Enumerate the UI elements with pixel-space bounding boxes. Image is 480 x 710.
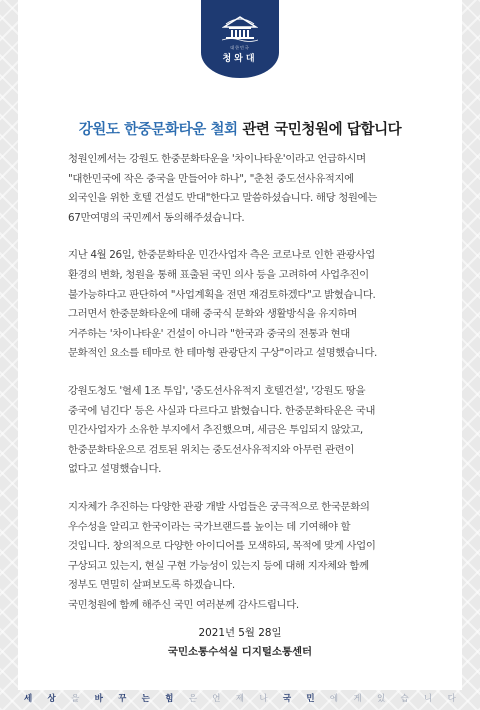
text-line: 거주하는 '차이나타운' 건설이 아니라 "한국과 중국의 전통과 현대 bbox=[68, 327, 350, 340]
cheong-wa-dae-emblem bbox=[201, 0, 279, 78]
paragraph-4 bbox=[68, 498, 418, 596]
slogan-character: 세 bbox=[24, 694, 33, 704]
emblem-caption: 대한민국 bbox=[230, 45, 250, 50]
slogan-character: 제 bbox=[235, 694, 244, 704]
title-highlight: 강원도 한중문화타운 철회 bbox=[78, 122, 238, 138]
text-line: 없다고 설명했습니다. bbox=[68, 463, 162, 476]
slogan-character: 게 bbox=[353, 694, 362, 704]
slogan-character: 다 bbox=[447, 694, 456, 704]
paragraph-3 bbox=[68, 382, 418, 480]
text-line: 그러면서 한중문화타운에 대해 중국식 문화와 생활방식을 유지하며 bbox=[68, 308, 357, 321]
text-line: 중국에 넘긴다' 등은 사실과 다르다고 밝혔습니다. 한중문화타운은 국내 bbox=[68, 404, 376, 417]
text-line: 국민청원에 함께 해주신 국민 여러분께 감사드립니다. bbox=[68, 598, 299, 611]
text-line: 환경의 변화, 청원을 통해 표출된 국민 의사 등을 고려하여 사업추진이 bbox=[68, 268, 369, 281]
paragraph-1 bbox=[68, 150, 418, 228]
slogan-character: 국 bbox=[282, 694, 292, 704]
text-line: 것입니다. 창의적으로 다양한 아이디어를 모색하되, 목적에 맞게 사업이 bbox=[68, 540, 376, 553]
text-line: 한중문화타운으로 검토된 위치는 중도선사유적지와 아무런 관련이 bbox=[68, 443, 355, 456]
title-rest: 관련 국민청원에 답합니다 bbox=[237, 122, 402, 138]
slogan-character: 나 bbox=[259, 694, 268, 704]
slogan-character: 는 bbox=[141, 694, 150, 704]
text-line: 문화적인 요소를 테마로 한 테마형 관광단지 구상"이라고 설명했습니다. bbox=[68, 347, 377, 360]
text-line: 정부도 면밀히 살펴보도록 하겠습니다. bbox=[68, 579, 235, 592]
slogan-character: 있 bbox=[376, 694, 386, 704]
text-line: 청원인께서는 강원도 한중문화타운을 '차이나타운'이라고 언급하시며 bbox=[68, 153, 366, 165]
text-line: 67만여명의 국민께서 동의해주셨습니다. bbox=[68, 211, 245, 224]
letter-signature: 국민소통수석실 디지털소통센터 bbox=[167, 646, 313, 658]
slogan-character: 상 bbox=[47, 694, 56, 704]
footer-slogan bbox=[24, 692, 456, 704]
slogan-character: 민 bbox=[306, 694, 315, 704]
letter-body bbox=[68, 150, 418, 633]
letter-date: 2021년 5월 28일 bbox=[198, 627, 282, 639]
slogan-character: 을 bbox=[71, 694, 80, 704]
slogan-character: 꾸 bbox=[118, 694, 127, 704]
blue-house-logo-icon bbox=[222, 13, 258, 43]
text-line: 지난 4월 26일, 한중문화타운 민간사업자 측은 코로나로 인한 관광사업 bbox=[68, 249, 375, 262]
text-line: 우수성을 알리고 한국이라는 국가브랜드를 높이는 데 기여해야 할 bbox=[68, 520, 351, 533]
paragraph-2 bbox=[68, 246, 418, 364]
emblem-name: 청와대 bbox=[222, 54, 258, 64]
text-line: "대한민국에 작은 중국을 만들어야 하나", "춘천 중도선사유적지에 bbox=[68, 172, 354, 185]
text-line: 지자체가 추진하는 다양한 관광 개발 사업들은 궁극적으로 한국문화의 bbox=[68, 500, 370, 513]
text-line: 강원도청도 '혈세 1조 투입', '중도선사유적지 호텔건설', '강원도 땅을 bbox=[68, 384, 366, 397]
slogan-character: 바 bbox=[94, 694, 103, 704]
paragraph-5 bbox=[68, 596, 418, 616]
slogan-character: 은 bbox=[188, 694, 197, 704]
text-line: 외국인을 위한 호텔 건설도 반대"한다고 말씀하셨습니다. 해당 청원에는 bbox=[68, 192, 377, 205]
slogan-character: 습 bbox=[400, 694, 409, 704]
slogan-character: 니 bbox=[424, 694, 433, 704]
slogan-character: 힘 bbox=[165, 694, 174, 704]
slogan-character: 에 bbox=[329, 694, 339, 704]
text-line: 구상되고 있는지, 현실 구현 가능성이 있는지 등에 대해 지자체와 함께 bbox=[68, 559, 369, 572]
text-line: 불가능하다고 판단하여 "사업계획을 전면 재검토하겠다"고 밝혔습니다. bbox=[68, 288, 376, 301]
page-title bbox=[0, 118, 480, 139]
text-line: 민간사업자가 소유한 부지에서 추진했으며, 세금은 투입되지 않았고, bbox=[68, 424, 363, 437]
slogan-character: 언 bbox=[212, 694, 221, 704]
